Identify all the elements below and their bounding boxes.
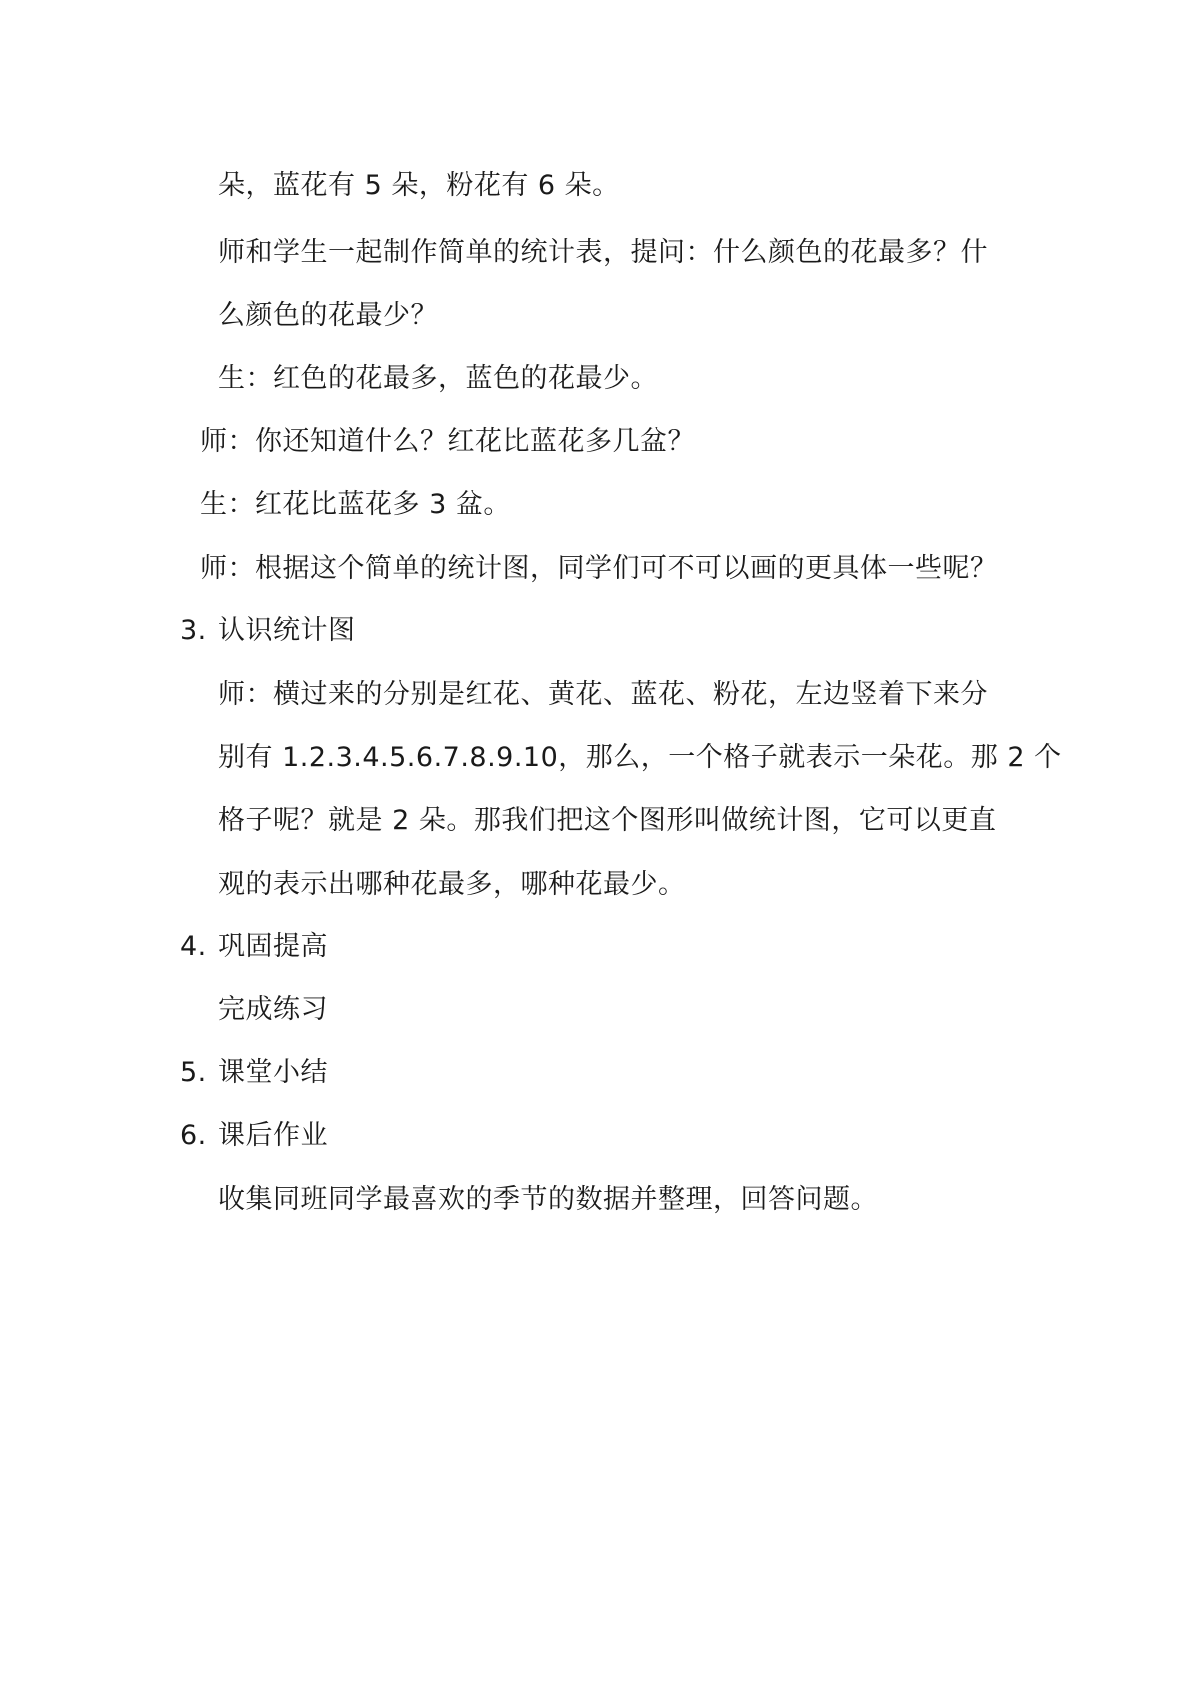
section-number: 6. bbox=[180, 1120, 207, 1151]
section-number: 3. bbox=[180, 615, 207, 646]
section-title: 巩固提高 bbox=[218, 931, 328, 962]
section-heading-3 bbox=[180, 613, 356, 649]
paragraph-line: 朵，蓝花有 5 朵，粉花有 6 朵。 bbox=[218, 170, 620, 201]
section-title: 课堂小结 bbox=[218, 1057, 328, 1088]
paragraph-line: 师：根据这个简单的统计图，同学们可不可以画的更具体一些呢？ bbox=[200, 553, 998, 584]
section-heading-5 bbox=[180, 1055, 328, 1091]
paragraph-line: 师和学生一起制作简单的统计表，提问：什么颜色的花最多？什 bbox=[218, 237, 988, 268]
paragraph-line: 师：你还知道什么？红花比蓝花多几盆？ bbox=[200, 426, 695, 457]
paragraph-line: 格子呢？就是 2 朵。那我们把这个图形叫做统计图，它可以更直 bbox=[218, 805, 997, 836]
paragraph-line: 么颜色的花最少？ bbox=[218, 300, 438, 331]
paragraph-line: 完成练习 bbox=[218, 994, 328, 1025]
section-title: 课后作业 bbox=[218, 1120, 328, 1151]
paragraph-line: 观的表示出哪种花最多，哪种花最少。 bbox=[218, 869, 686, 900]
paragraph-line: 师：横过来的分别是红花、黄花、蓝花、粉花，左边竖着下来分 bbox=[218, 679, 988, 710]
paragraph-line: 生：红花比蓝花多 3 盆。 bbox=[200, 489, 511, 520]
section-number: 4. bbox=[180, 931, 207, 962]
paragraph-line: 别有 1.2.3.4.5.6.7.8.9.10，那么，一个格子就表示一朵花。那 2 个 bbox=[218, 742, 1062, 773]
section-heading-6 bbox=[180, 1118, 328, 1154]
section-heading-4 bbox=[180, 929, 328, 965]
paragraph-line: 生：红色的花最多，蓝色的花最少。 bbox=[218, 363, 658, 394]
paragraph-line: 收集同班同学最喜欢的季节的数据并整理，回答问题。 bbox=[218, 1184, 878, 1215]
section-number: 5. bbox=[180, 1057, 207, 1088]
section-title: 认识统计图 bbox=[218, 615, 356, 646]
